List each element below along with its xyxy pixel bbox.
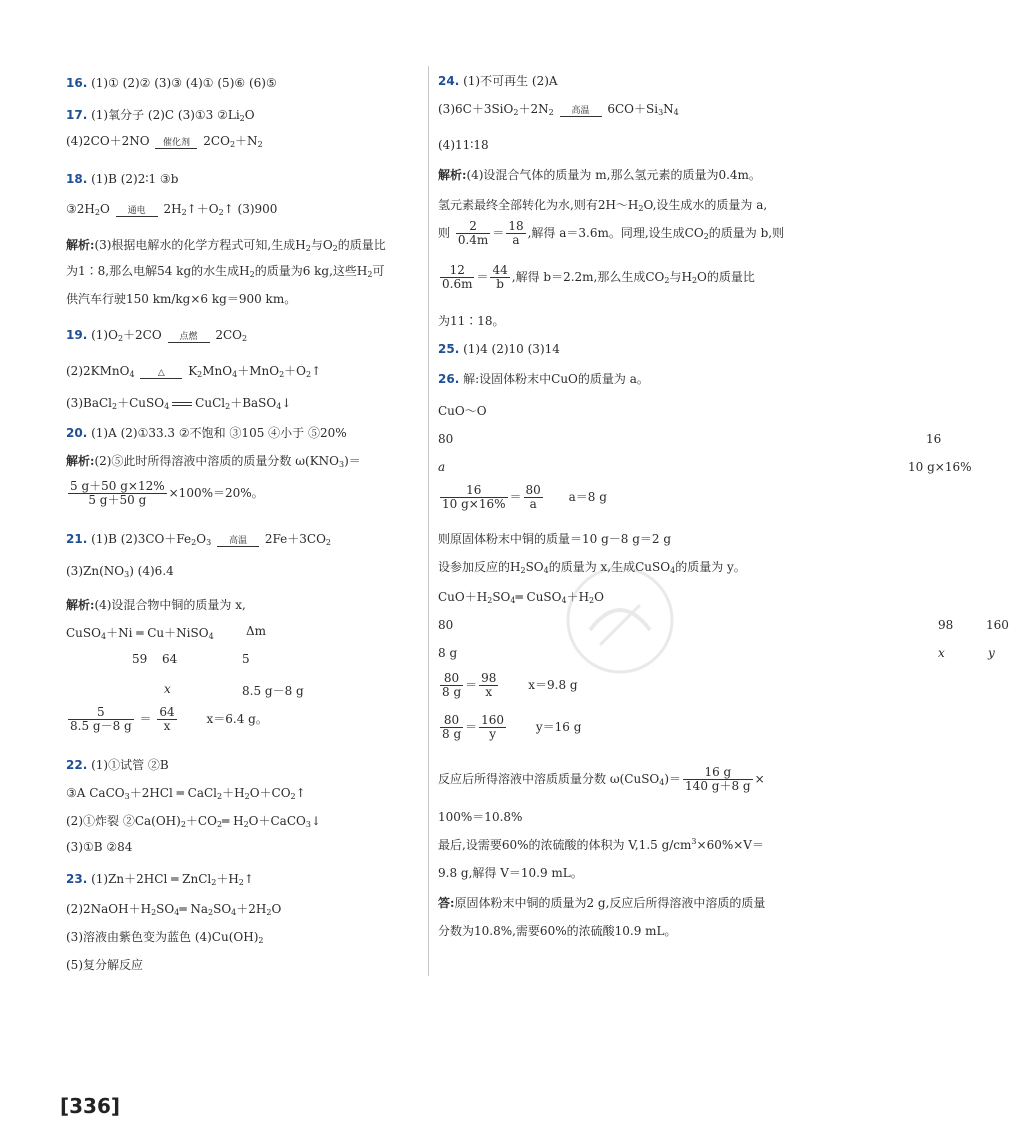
q19-eq3-e: ↓ <box>281 396 292 410</box>
q22-line3: (2)①炸裂 $②Ca(OH)_2+CO_2═$ $H_2O+CaCO_3↓$ <box>66 814 322 829</box>
q21-analysis-text: (4)设混合物中铜的质量为 x, <box>94 598 246 612</box>
q23-eq2-c: ═ Na <box>179 902 209 916</box>
q24-analysis-text4d: O的质量比 <box>697 270 755 284</box>
q19-number: 19. <box>66 328 88 342</box>
q24-analysis-text4c: 与H <box>669 270 692 284</box>
q23-eq2-a: (2)2NaOH＋H <box>66 902 152 916</box>
q18-eq-b: 2H <box>163 202 182 216</box>
q19-eq2-e: ＋O <box>284 364 307 378</box>
q21-proportion: $\frac{5}{8.5 g-8 g}$ ＝ $\frac{64}{x}$ x＝6.4 g。 <box>70 705 268 733</box>
q24-f2-d: a <box>512 233 520 247</box>
q24-line1 <box>438 72 558 89</box>
q26-volume-b: ×60%×V＝ <box>696 838 764 852</box>
q26-proportion2: $\frac{80}{8 g}$ ＝ $\frac{98}{x}$ x＝9.8 g <box>442 671 578 699</box>
q26-f7-d: 140 g＋8 g <box>685 779 751 793</box>
q24-f3-d: 0.6m <box>442 277 473 291</box>
q21-equation: CuSO$_4$＋Ni ═ Cu＋NiSO$_4$ <box>66 626 214 641</box>
q24-frac2 <box>506 220 525 247</box>
q24-number: 24. <box>438 74 460 88</box>
q21-frac1-n: 5 <box>68 706 134 720</box>
q19-eq3-b: ＋CuSO <box>117 396 165 410</box>
q23-line4 <box>66 956 143 973</box>
q20-analysis-1: 解析:(2)⑤此时所得溶液中溶质的质量分数 $\omega(KNO_3)=$ <box>66 454 361 469</box>
q21-eq-a: (1)B (2)3CO＋Fe <box>91 532 192 546</box>
q17-line2: (4)2CO＋2NO 催化剂 $2CO_2+N_2$ <box>66 132 263 152</box>
q24-eq-c: 6CO＋Si <box>607 102 659 116</box>
q20-frac-tail: ×100%＝20%。 <box>168 486 264 500</box>
q17-line1: 17. (1)氧分子 (2)C (3)①3 $②Li_2O$ <box>66 108 255 123</box>
q26-given2-c: y <box>988 646 995 660</box>
q26-f3-d: 8 g <box>442 685 462 699</box>
q18-analysis-text1b: 与O <box>310 238 333 252</box>
q26-frac1 <box>440 484 508 511</box>
q23-eq2-d: SO <box>213 902 232 916</box>
q26-f4-n: 98 <box>481 671 497 685</box>
q18-eq-d: ↑ (3)900 <box>223 202 278 216</box>
q26-answer-1 <box>438 894 765 911</box>
q23-eq1-c: ↑ <box>243 872 254 886</box>
q21-eq-b: O <box>196 532 207 546</box>
q26-volume-assume: 最后,设需要60%的浓硫酸的体积为 V,1.5 $g/cm^3\times 60\%\times V=$ <box>438 837 764 852</box>
q26-ratio: CuO～O <box>438 404 487 418</box>
q26-proportion1: $\frac{16}{10 g\times 16\%}$ ＝ $\frac{80}{a}$ a＝8 g <box>442 483 607 511</box>
column-divider <box>428 66 429 976</box>
q26-line1 <box>438 370 649 387</box>
q26-result1: a＝8 g <box>568 490 607 504</box>
q21-delta-m: Δm <box>246 624 267 638</box>
q21-number: 21. <box>66 532 88 546</box>
q26-answer-text1: 原固体粉末中铜的质量为2 g,反应后所得溶液中溶质的质量 <box>454 896 766 910</box>
q24-f1-eq: ＝ <box>492 226 505 240</box>
q22-eq2-b: ＋CO <box>185 814 217 828</box>
q23-line3: (3)溶液由紫色变为蓝色 $(4)Cu(OH)_2$ <box>66 930 264 945</box>
q19-eq1-b: ＋2CO <box>123 328 162 342</box>
q26-copper-mass: 则原固体粉末中铜的质量＝10 g－8 g＝2 g <box>438 532 672 546</box>
q18-line2: $③2H_2O$ 通电 $2H_2↑+O_2↑$ (3)900 <box>66 200 277 220</box>
q24-text3: (4)11∶18 <box>438 138 489 152</box>
q26-given2-a: 8 g <box>438 646 458 660</box>
q19-eq1-a: (1)O <box>91 328 118 342</box>
q22-number: 22. <box>66 758 88 772</box>
q26-frac3 <box>440 672 463 699</box>
q24-analysis-text3c: 的质量为 b,则 <box>708 226 785 240</box>
q21-eq-row-a: CuSO <box>66 626 101 640</box>
q21-eq-c: 2Fe＋3CO <box>264 532 326 546</box>
q26-given-a: a <box>438 460 446 474</box>
q20-fraction <box>68 480 167 507</box>
q26-volume-result: 9.8 g,解得 V＝10.9 mL。 <box>438 866 583 880</box>
q18-condition-arrow <box>116 206 158 220</box>
q21-line1: 21. (1)B $(2)3CO+Fe_2O_3$ 高温 $2Fe+3CO_2$ <box>66 530 331 550</box>
q19-eq3-c: CuCl <box>195 396 226 410</box>
q21-row1-c: 5 <box>242 652 250 666</box>
q21-row2-b: 8.5 g－8 g <box>242 684 304 698</box>
q26-fraction-b: )＝ <box>664 772 682 786</box>
q22-eq2-e: ↓ <box>310 814 322 828</box>
q24-eq-a: (3)6C＋3SiO <box>438 102 514 116</box>
q26-given2-b: x <box>938 646 945 660</box>
q18-analysis-text2: 为1∶8,那么电解54 kg的水生成H <box>66 264 250 278</box>
q21-text2-b: ) (4)6.4 <box>129 564 174 578</box>
q24-eq-b: ＋2N <box>518 102 549 116</box>
q19-heat: △ <box>157 368 165 378</box>
q17-text: (1)氧分子 (2)C (3)①3 ②Li <box>91 108 240 122</box>
q23-eq1-a: (1)Zn＋2HCl ═ ZnCl <box>91 872 212 886</box>
q20-analysis-text: (2)⑤此时所得溶液中溶质的质量分数 ω(KNO <box>94 454 340 468</box>
q26-answer-label: 答: <box>438 896 455 910</box>
q19-eq2-d: ＋MnO <box>237 364 280 378</box>
q26-molar-c: 160 <box>986 618 1009 632</box>
q17-condition: 催化剂 <box>162 138 190 148</box>
q26-frac7 <box>683 766 753 793</box>
q16-number: 16. <box>66 76 88 90</box>
q26-f6-d: y <box>489 727 496 741</box>
q18-analysis-2: 为1∶8,那么电解54 kg的水生成$H_2$的质量为6 kg,这些$H_2$可 <box>66 264 385 279</box>
q19-eq2-b: K <box>188 364 198 378</box>
q22-eq-b: ＋2HCl ═ CaCl <box>129 786 218 800</box>
q19-eq2-c: MnO <box>202 364 233 378</box>
q26-assume-c: 的质量为 x,生成CuSO <box>548 560 671 574</box>
watermark-logo <box>560 560 680 680</box>
q26-assume-b: SO <box>525 560 544 574</box>
q23-eq1-b: ＋H <box>216 872 239 886</box>
q24-f2-n: 18 <box>508 219 524 233</box>
q24-analysis-4: $\frac{12}{0.6m}$ ＝ $\frac{44}{b}$ ,解得 b＝2.2m,那么生成$CO_2$与$H_2O$的质量比 <box>442 263 755 291</box>
q23-line2: $(2)2NaOH+H_2SO_4═$ $Na_2SO_4+2H_2O$ <box>66 902 282 917</box>
q26-eq-b: SO <box>492 590 511 604</box>
q24-eq-d: N <box>663 102 674 116</box>
q22-text4: (3)①B ②84 <box>66 840 133 854</box>
q24-f3-n: 12 <box>440 264 474 278</box>
q20-text: (1)A (2)①33.3 ②不饱和 ③105 ④小于 ⑤20% <box>91 426 347 440</box>
q18-analysis-text1: (3)根据电解水的化学方程式可知,生成H <box>94 238 306 252</box>
q21-frac2 <box>157 706 176 733</box>
q23-text4: (5)复分解反应 <box>66 958 143 972</box>
q24-analysis-text4b: ,解得 b＝2.2m,那么生成CO <box>511 270 665 284</box>
q24-condition-arrow <box>560 106 602 120</box>
q20-analysis-label: 解析: <box>66 454 95 468</box>
q26-frac4 <box>479 672 498 699</box>
q16-answer: (1)① (2)② (3)③ (4)① (5)⑥ (6)⑤ <box>91 76 277 90</box>
q22-line1 <box>66 756 169 773</box>
q17-eq-right2: ＋N <box>235 134 258 148</box>
q24-analysis-text2b: O,设生成水的质量为 a, <box>643 198 768 212</box>
q22-text1: (1)①试管 ②B <box>91 758 169 772</box>
q26-result2: x＝9.8 g <box>528 678 578 692</box>
q19-eq2-f: ↑ <box>311 364 322 378</box>
q26-molar-b: 98 <box>938 618 954 632</box>
q26-mass-row-a: 80 <box>438 432 454 446</box>
q26-percent: 100%＝10.8% <box>438 810 523 824</box>
q18-analysis-3 <box>66 290 296 307</box>
q19-eq3-a: (3)BaCl <box>66 396 112 410</box>
page-number: [336] <box>60 1094 121 1118</box>
q21-eq-row-b: ＋Ni ═ Cu＋NiSO <box>106 626 209 640</box>
q24-analysis-text3a: 则 <box>438 226 451 240</box>
q20-number: 20. <box>66 426 88 440</box>
q21-condition: 高温 <box>229 536 248 546</box>
q24-frac4 <box>490 264 509 291</box>
q24-f1-d: 0.4m <box>457 233 489 247</box>
q18-text: (1)B (2)2∶1 ③b <box>91 172 179 186</box>
q18-analysis-text3: 供汽车行驶150 km/kg×6 kg＝900 km。 <box>66 292 297 306</box>
q23-eq2-b: SO <box>156 902 175 916</box>
q26-f5-d: 8 g <box>442 727 462 741</box>
q20-analysis-text-b: )＝ <box>344 454 361 468</box>
q24-analysis-2: 氢元素最终全部转化为水,则有$2H\sim H_2O$,设生成水的质量为 a, <box>438 198 768 213</box>
q26-assume-d: 的质量为 y。 <box>675 560 746 574</box>
q26-answer-2: 分数为10.8%,需要60%的浓硫酸10.9 mL。 <box>438 924 677 938</box>
q23-eq2-e: ＋2H <box>236 902 267 916</box>
q18-eq-a: ③2H <box>66 202 95 216</box>
q24-line3 <box>438 138 489 152</box>
q24-analysis-1 <box>438 166 761 183</box>
q26-equation: $CuO+H_2SO_4═$ $CuSO_4+H_2O$ <box>438 590 604 605</box>
q21-result: x＝6.4 g。 <box>206 712 268 726</box>
q22-eq-e: ↑ <box>295 786 306 800</box>
q18-condition: 通电 <box>127 206 146 216</box>
q24-analysis-3: 则 $\frac{2}{0.4m}$ ＝ $\frac{18}{a}$ ,解得 a＝3.6m。同理,设生成$CO_2$的质量为 b,则 <box>438 219 785 247</box>
q21-row1-b: 64 <box>162 652 178 666</box>
q26-eq-e: O <box>594 590 604 604</box>
q26-volume-a: 最后,设需要60%的浓硫酸的体积为 V,1.5 g/cm <box>438 838 692 852</box>
q26-f1-n: 16 <box>440 484 508 498</box>
q26-assumption: 设参加反应的$H_2SO_4$的质量为 x,生成CuSO$_4$的质量为 y。 <box>438 560 746 575</box>
q21-analysis-label: 解析: <box>66 598 95 612</box>
q26-f3-n: 80 <box>440 672 463 686</box>
q22-eq2-d: O＋CaCO <box>248 814 306 828</box>
q24-f4-d: b <box>496 277 504 291</box>
q26-frac6 <box>479 714 506 741</box>
q24-analysis-text2: 氢元素最终全部转化为水,则有2H～H <box>438 198 639 212</box>
q21-frac1-d: 8.5 g－8 g <box>70 719 132 733</box>
q23-line1: 23. (1)Zn＋2HCl ═ $ZnCl_2+H_2↑$ <box>66 872 254 887</box>
q23-text3: (3)溶液由紫色变为蓝色 (4)Cu(OH) <box>66 930 259 944</box>
q26-frac2 <box>524 484 543 511</box>
q21-condition-arrow <box>217 536 259 550</box>
q18-analysis-text2c: 可 <box>372 264 385 278</box>
q21-line2: $(3)Zn(NO_3)$ (4)6.4 <box>66 564 174 579</box>
q26-eq-a: CuO＋H <box>438 590 488 604</box>
q24-line2: $(3)6C+3SiO_2+2N_2$ 高温 $6CO+Si_3N_4$ <box>438 100 679 120</box>
q24-analysis-text5: 为11∶18。 <box>438 314 505 328</box>
q20-analysis-2 <box>66 480 264 507</box>
q26-fraction-a: 反应后所得溶液中溶质质量分数 ω(CuSO <box>438 772 660 786</box>
q18-analysis-text2b: 的质量为6 kg,这些H <box>254 264 368 278</box>
q26-f6-n: 160 <box>481 713 505 727</box>
q17-number: 17. <box>66 108 88 122</box>
q18-analysis-1: 解析:(3)根据电解水的化学方程式可知,生成$H_2$与$O_2$的质量比 <box>66 238 386 253</box>
q26-f4-d: x <box>485 685 493 699</box>
q24-frac1 <box>456 220 490 247</box>
q24-text1: (1)不可再生 (2)A <box>463 74 558 88</box>
q24-f1-n: 2 <box>456 220 490 234</box>
q16 <box>66 76 277 90</box>
q22-eq-a: ③A CaCO <box>66 786 125 800</box>
q26-eq-c: ═ CuSO <box>515 590 562 604</box>
q24-analysis-text1: (4)设混合气体的质量为 m,那么氢元素的质量为0.4m。 <box>466 168 761 182</box>
q18-analysis-label: 解析: <box>66 238 95 252</box>
q18-number: 18. <box>66 172 88 186</box>
q21-text2: (3)Zn(NO <box>66 564 125 578</box>
q17-condition-arrow <box>155 138 197 152</box>
q26-number: 26. <box>438 372 460 386</box>
q26-assume-a: 设参加反应的H <box>438 560 521 574</box>
q20-frac-numerator: 5 g＋50 g×12% <box>70 479 165 493</box>
q21-frac1 <box>68 706 134 733</box>
q26-frac5 <box>440 714 463 741</box>
q26-f5-n: 80 <box>440 714 463 728</box>
q25 <box>438 342 560 356</box>
q24-analysis-5 <box>438 312 505 329</box>
q22-eq2-a: (2)①炸裂 ②Ca(OH) <box>66 814 181 828</box>
q26-fraction-c: × <box>754 772 765 786</box>
q18-analysis-text1c: 的质量比 <box>337 238 386 252</box>
q20-frac-denominator: 5 g＋50 g <box>88 493 147 507</box>
q18-eq-a2: O <box>99 202 110 216</box>
q17-eq-right: 2CO <box>203 134 230 148</box>
q19-condition: 点燃 <box>179 332 198 342</box>
q22-line2: ③A CaCO$_3$＋2HCl ═ $CaCl_2+H_2O+CO_2↑$ <box>66 786 306 801</box>
q21-row2-a: x <box>164 682 171 696</box>
q26-f7-n: 16 g <box>683 766 753 780</box>
q21-frac2-n: 64 <box>159 705 175 719</box>
q19-line1: 19. $(1)O_2+2CO$ 点燃 $2CO_2$ <box>66 326 247 346</box>
q26-f1-d: 10 g×16% <box>442 497 506 511</box>
q26-mass-fraction: 反应后所得溶液中溶质质量分数 ω(CuSO$_4$)＝ $\frac{16 g}{140 g+8 g}$ × <box>438 765 765 793</box>
q18-eq-c: ↑＋O <box>186 202 219 216</box>
q26-given-b: 10 g×16% <box>908 460 972 474</box>
q24-analysis-text3b: ,解得 a＝3.6m。同理,设生成CO <box>527 226 704 240</box>
q19-eq1-c: 2CO <box>215 328 242 342</box>
q23-eq2-f: O <box>271 902 282 916</box>
q22-eq-d: O＋CO <box>249 786 291 800</box>
q17-text-tail: O <box>244 108 255 122</box>
q24-frac3 <box>440 264 474 291</box>
q21-frac2-d: x <box>163 719 171 733</box>
q21-analysis-1 <box>66 596 246 613</box>
q23-number: 23. <box>66 872 88 886</box>
q26-mass-row-b: 16 <box>926 432 942 446</box>
q24-analysis-label: 解析: <box>438 168 467 182</box>
q22-eq-c: ＋H <box>222 786 245 800</box>
q19-heat-arrow <box>140 368 182 382</box>
q22-eq2-c: ═ H <box>222 814 244 828</box>
q24-condition: 高温 <box>571 106 590 116</box>
q19-line3: (3)BaCl$_2$＋CuSO$_4$ CuCl$_2$＋BaSO$_4$↓ <box>66 396 292 411</box>
q26-proportion3: $\frac{80}{8 g}$ ＝ $\frac{160}{y}$ y＝16 g <box>442 713 582 741</box>
q22-line4 <box>66 840 132 854</box>
q24-f4-n: 44 <box>492 263 508 277</box>
q19-eq2-a: (2)2KMnO <box>66 364 130 378</box>
q26-text1: 解:设固体粉末中CuO的质量为 a。 <box>463 372 649 386</box>
q17-eq-left: (4)2CO＋2NO <box>66 134 150 148</box>
q25-answer: (1)4 (2)10 (3)14 <box>463 342 560 356</box>
q19-line2: (2)2KMnO$_4$ △ $K_2MnO_4+MnO_2+O_2↑$ <box>66 362 321 382</box>
q26-molar-a: 80 <box>438 618 454 632</box>
q25-number: 25. <box>438 342 460 356</box>
q19-condition-arrow <box>168 332 210 346</box>
q19-eq3-d: ＋BaSO <box>230 396 277 410</box>
q20-line1 <box>66 424 347 441</box>
q26-f2-n: 80 <box>525 483 541 497</box>
q18-line1 <box>66 172 178 186</box>
q26-result3: y＝16 g <box>535 720 582 734</box>
q26-f2-d: a <box>529 497 537 511</box>
q21-row1-a: 59 <box>132 652 148 666</box>
q26-eq-d: ＋H <box>566 590 590 604</box>
